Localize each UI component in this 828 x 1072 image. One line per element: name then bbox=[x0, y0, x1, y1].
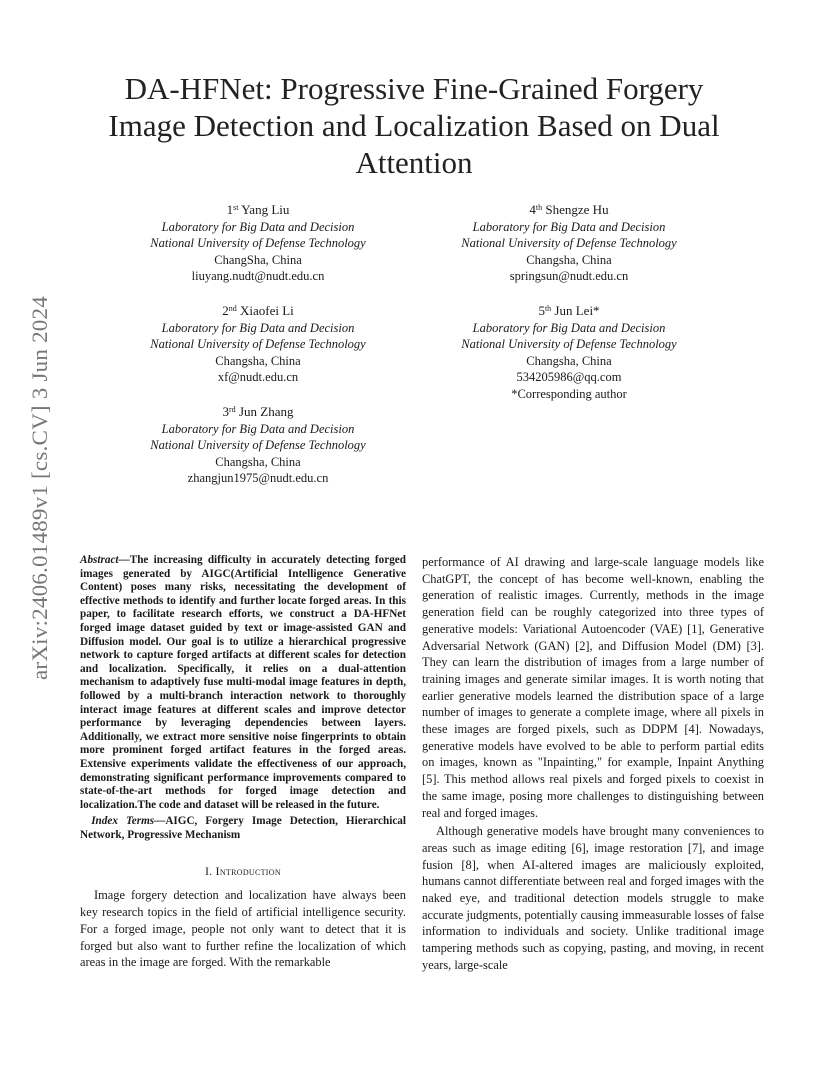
abstract bbox=[80, 554, 406, 812]
author-email: 534205986@qq.com bbox=[516, 370, 622, 385]
intro-paragraph-1: Image forgery detection and localization have always been key research topics in the field of artificial intelligence security. For a forged image, people not only want to detect that it is forged but also want to further refine the localization of which areas in the image are forged. With the remarkable bbox=[80, 888, 406, 970]
author-university: National University of Defense Technology bbox=[150, 337, 366, 352]
author-university: National University of Defense Technology bbox=[461, 337, 677, 352]
author-name: 5th Jun Lei* bbox=[538, 303, 600, 318]
author-email: xf@nudt.edu.cn bbox=[217, 370, 299, 385]
author-email: zhangjun1975@nudt.edu.cn bbox=[187, 471, 329, 486]
corresponding-author-note: *Corresponding author bbox=[511, 386, 627, 401]
author-lab: Laboratory for Big Data and Decision bbox=[161, 421, 355, 436]
arxiv-identifier bbox=[21, 296, 57, 680]
author-lab: Laboratory for Big Data and Decision bbox=[472, 219, 666, 234]
abstract-text: —The increasing difficulty in accurately detecting forged images generated by AIGC(Artificial Intelligence Generative Content) poses many risks, necessitating the development of effective methods to identify and further locate forged areas. In this paper, to facilitate research efforts, we construct a DA-HFNet forged image dataset guided by text or image-assisted GAN and Diffusion model. Our goal is to utilize a hierarchical progressive network to capture forged artifacts at different scales for detection and localization. Specifically, it relies on a dual-attention mechanism to adaptively fuse multi-modal image features in depth, followed by a multi-branch interaction network to thoroughly interact image features at different scales and improve detector performance by leveraging dependencies between layers. Additionally, we extract more sensitive noise fingerprints to obtain more prominent forged artifact features in the forged areas. Extensive experiments validate the effectiveness of our approach, demonstrating significant performance improvements compared to state-of-the-art methods for forged image detection and localization.The code and dataset will be released in the future. bbox=[80, 554, 406, 811]
author-name: 3rd Jun Zhang bbox=[222, 404, 294, 419]
author-university: National University of Defense Technology bbox=[150, 438, 366, 453]
author-block-1 bbox=[98, 202, 418, 285]
paper-title: DA-HFNet: Progressive Fine-Grained Forgery Image Detection and Localization Based on Dual Attention bbox=[108, 71, 720, 180]
author-location: Changsha, China bbox=[526, 252, 612, 267]
author-name: 2nd Xiaofei Li bbox=[222, 303, 294, 318]
abstract-lead: Abstract bbox=[80, 554, 119, 566]
author-lab: Laboratory for Big Data and Decision bbox=[472, 320, 666, 335]
body-paragraph-2: Although generative models have brought many conveniences to areas such as image editing [6], image restoration [7], and image fusion [8], when AI-altered images are maliciously exploited, humans cannot differentiate between real and forged images with the naked eye, and traditional detection models struggle to make accurate judgments, potentially causing immeasurable losses of false information to individuals and society. Unlike traditional image tampering methods such as copying, pasting, and moving, in recent years, large-scale bbox=[422, 824, 764, 972]
author-location: Changsha, China bbox=[526, 353, 612, 368]
left-column bbox=[80, 554, 406, 971]
right-column bbox=[422, 554, 764, 974]
body-paragraph-continued: performance of AI drawing and large-scale language models like ChatGPT, the concept of has become well-known, enabling the generation of realistic images. Currently, methods in the image generation field can be roughly categorized into three types of generative models: Variational Autoencoder (VAE) [1], Generative Adversarial Network (GAN) [2], and Diffusion Model (DM) [3]. They can learn the distribution of images from a large number of training images and generate similar images. It is worth noting that earlier generative models learned the distribution space of a large number of images to generate a complete image, where all pixels in these images are forged pixels, such as DDPM [4]. Nowadays, generative models have evolved to be able to perform partial edits on images, known as "Inpainting," for example, Inpaint Anything [5]. This method allows real pixels and forged pixels to coexist in the same image, posing more challenges to distinguishing between real and forged images. bbox=[422, 555, 764, 820]
arxiv-identifier-svg bbox=[21, 296, 57, 680]
author-email: springsun@nudt.edu.cn bbox=[509, 269, 629, 284]
author-lab: Laboratory for Big Data and Decision bbox=[161, 320, 355, 335]
author-university: National University of Defense Technology bbox=[150, 236, 366, 251]
author-location: ChangSha, China bbox=[214, 252, 302, 267]
author-name: 1st Yang Liu bbox=[226, 202, 290, 217]
author-block-4 bbox=[409, 202, 729, 285]
author-name: 4th Shengze Hu bbox=[529, 202, 609, 217]
author-university: National University of Defense Technology bbox=[461, 236, 677, 251]
section-heading-introduction bbox=[80, 864, 406, 879]
index-terms-lead: Index Terms bbox=[91, 815, 155, 828]
author-block-3 bbox=[98, 404, 418, 487]
author-email: liuyang.nudt@nudt.edu.cn bbox=[191, 269, 325, 284]
author-block-2 bbox=[98, 303, 418, 386]
arxiv-identifier-text: arXiv:2406.01489v1 [cs.CV] 3 Jun 2024 bbox=[27, 313, 52, 680]
index-terms bbox=[80, 815, 406, 842]
index-terms-text: —AIGC, Forgery Image Detection, Hierarchical Network, Progressive Mechanism bbox=[80, 815, 406, 841]
section-title: Introduction bbox=[215, 864, 281, 879]
section-number: I. bbox=[205, 866, 216, 879]
author-block-5 bbox=[409, 303, 729, 403]
author-lab: Laboratory for Big Data and Decision bbox=[161, 219, 355, 234]
author-location: Changsha, China bbox=[215, 353, 301, 368]
author-location: Changsha, China bbox=[215, 454, 301, 469]
